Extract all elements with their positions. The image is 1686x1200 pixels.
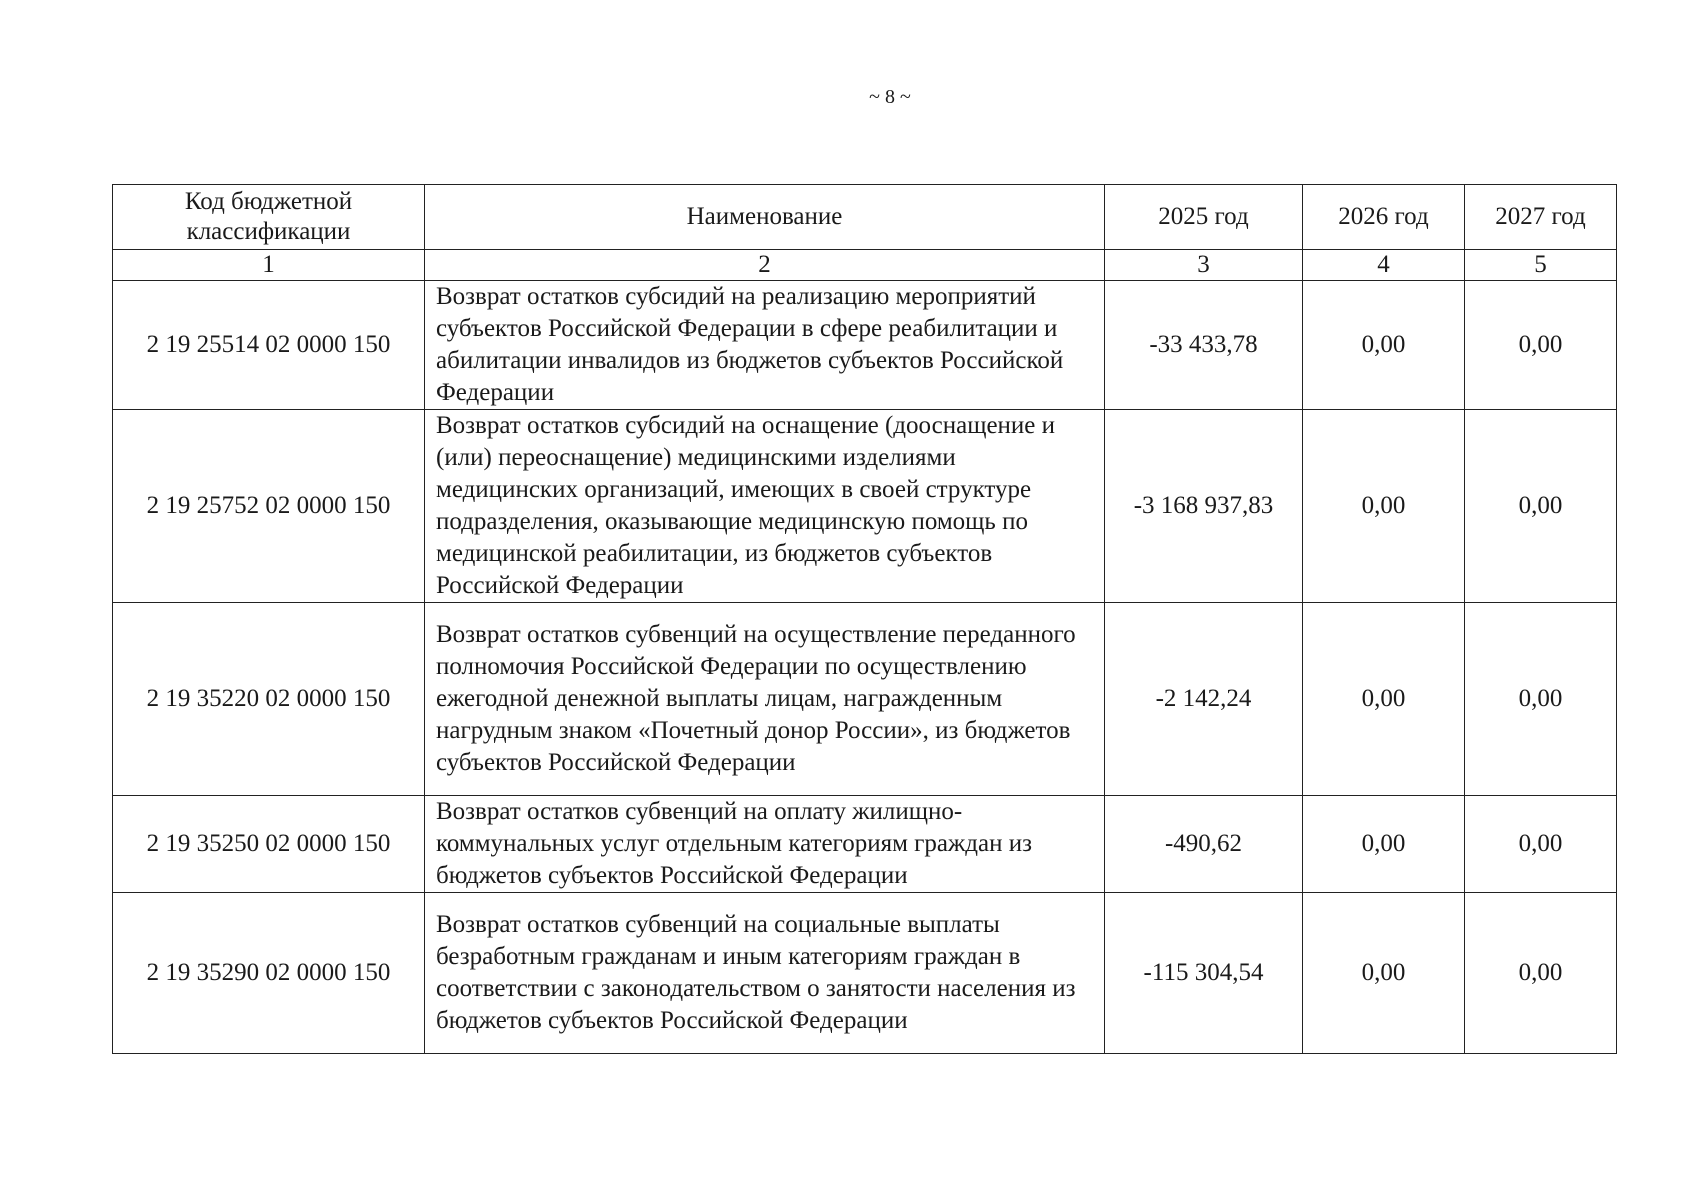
code-cell: 2 19 35290 02 0000 150 — [113, 893, 425, 1054]
header-code: Код бюджетной классификации — [113, 185, 425, 250]
value-2026-cell: 0,00 — [1303, 893, 1465, 1054]
value-2026-cell: 0,00 — [1303, 603, 1465, 796]
value-2026-cell: 0,00 — [1303, 410, 1465, 603]
value-2027-cell: 0,00 — [1465, 893, 1617, 1054]
code-cell: 2 19 35220 02 0000 150 — [113, 603, 425, 796]
page-number: ~ 8 ~ — [869, 86, 911, 108]
table-row — [113, 893, 1617, 1054]
value-2025-cell: -490,62 — [1105, 796, 1303, 893]
table-header-row — [113, 185, 1617, 250]
value-2027-cell: 0,00 — [1465, 281, 1617, 410]
header-2026: 2026 год — [1303, 185, 1465, 250]
header-name: Наименование — [425, 185, 1105, 250]
name-cell: Возврат остатков субсидий на оснащение (дооснащение и (или) переоснащение) медицинскими изделиями медицинских организаций, имеющих в своей структуре подразделения, оказывающие медицинскую помощь по медицинской реабилитации, из бюджетов субъектов Российской Федерации — [425, 410, 1105, 603]
table-row — [113, 603, 1617, 796]
table-row — [113, 796, 1617, 893]
code-cell: 2 19 25752 02 0000 150 — [113, 410, 425, 603]
value-2025-cell: -3 168 937,83 — [1105, 410, 1303, 603]
value-2026-cell: 0,00 — [1303, 796, 1465, 893]
name-cell: Возврат остатков субвенций на социальные выплаты безработным гражданам и иным категориям граждан в соответствии с законодательством о занятости населения из бюджетов субъектов Российской Федерации — [425, 893, 1105, 1054]
value-2025-cell: -33 433,78 — [1105, 281, 1303, 410]
value-2027-cell: 0,00 — [1465, 603, 1617, 796]
index-cell: 2 — [425, 250, 1105, 281]
name-cell: Возврат остатков субвенций на оплату жилищно-коммунальных услуг отдельным категориям граждан из бюджетов субъектов Российской Федерации — [425, 796, 1105, 893]
value-2026-cell: 0,00 — [1303, 281, 1465, 410]
code-cell: 2 19 25514 02 0000 150 — [113, 281, 425, 410]
value-2025-cell: -2 142,24 — [1105, 603, 1303, 796]
header-2027: 2027 год — [1465, 185, 1617, 250]
table-index-row — [113, 250, 1617, 281]
name-cell: Возврат остатков субвенций на осуществление переданного полномочия Российской Федерации по осуществлению ежегодной денежной выплаты лицам, награжденным нагрудным знаком «Почетный донор России», из бюджетов субъектов Российской Федерации — [425, 603, 1105, 796]
value-2027-cell: 0,00 — [1465, 410, 1617, 603]
index-cell: 3 — [1105, 250, 1303, 281]
code-cell: 2 19 35250 02 0000 150 — [113, 796, 425, 893]
header-2025: 2025 год — [1105, 185, 1303, 250]
index-cell: 1 — [113, 250, 425, 281]
index-cell: 4 — [1303, 250, 1465, 281]
index-cell: 5 — [1465, 250, 1617, 281]
value-2025-cell: -115 304,54 — [1105, 893, 1303, 1054]
table-row — [113, 281, 1617, 410]
table-row — [113, 410, 1617, 603]
name-cell: Возврат остатков субсидий на реализацию мероприятий субъектов Российской Федерации в сфере реабилитации и абилитации инвалидов из бюджетов субъектов Российской Федерации — [425, 281, 1105, 410]
value-2027-cell: 0,00 — [1465, 796, 1617, 893]
budget-table — [112, 184, 1617, 1054]
